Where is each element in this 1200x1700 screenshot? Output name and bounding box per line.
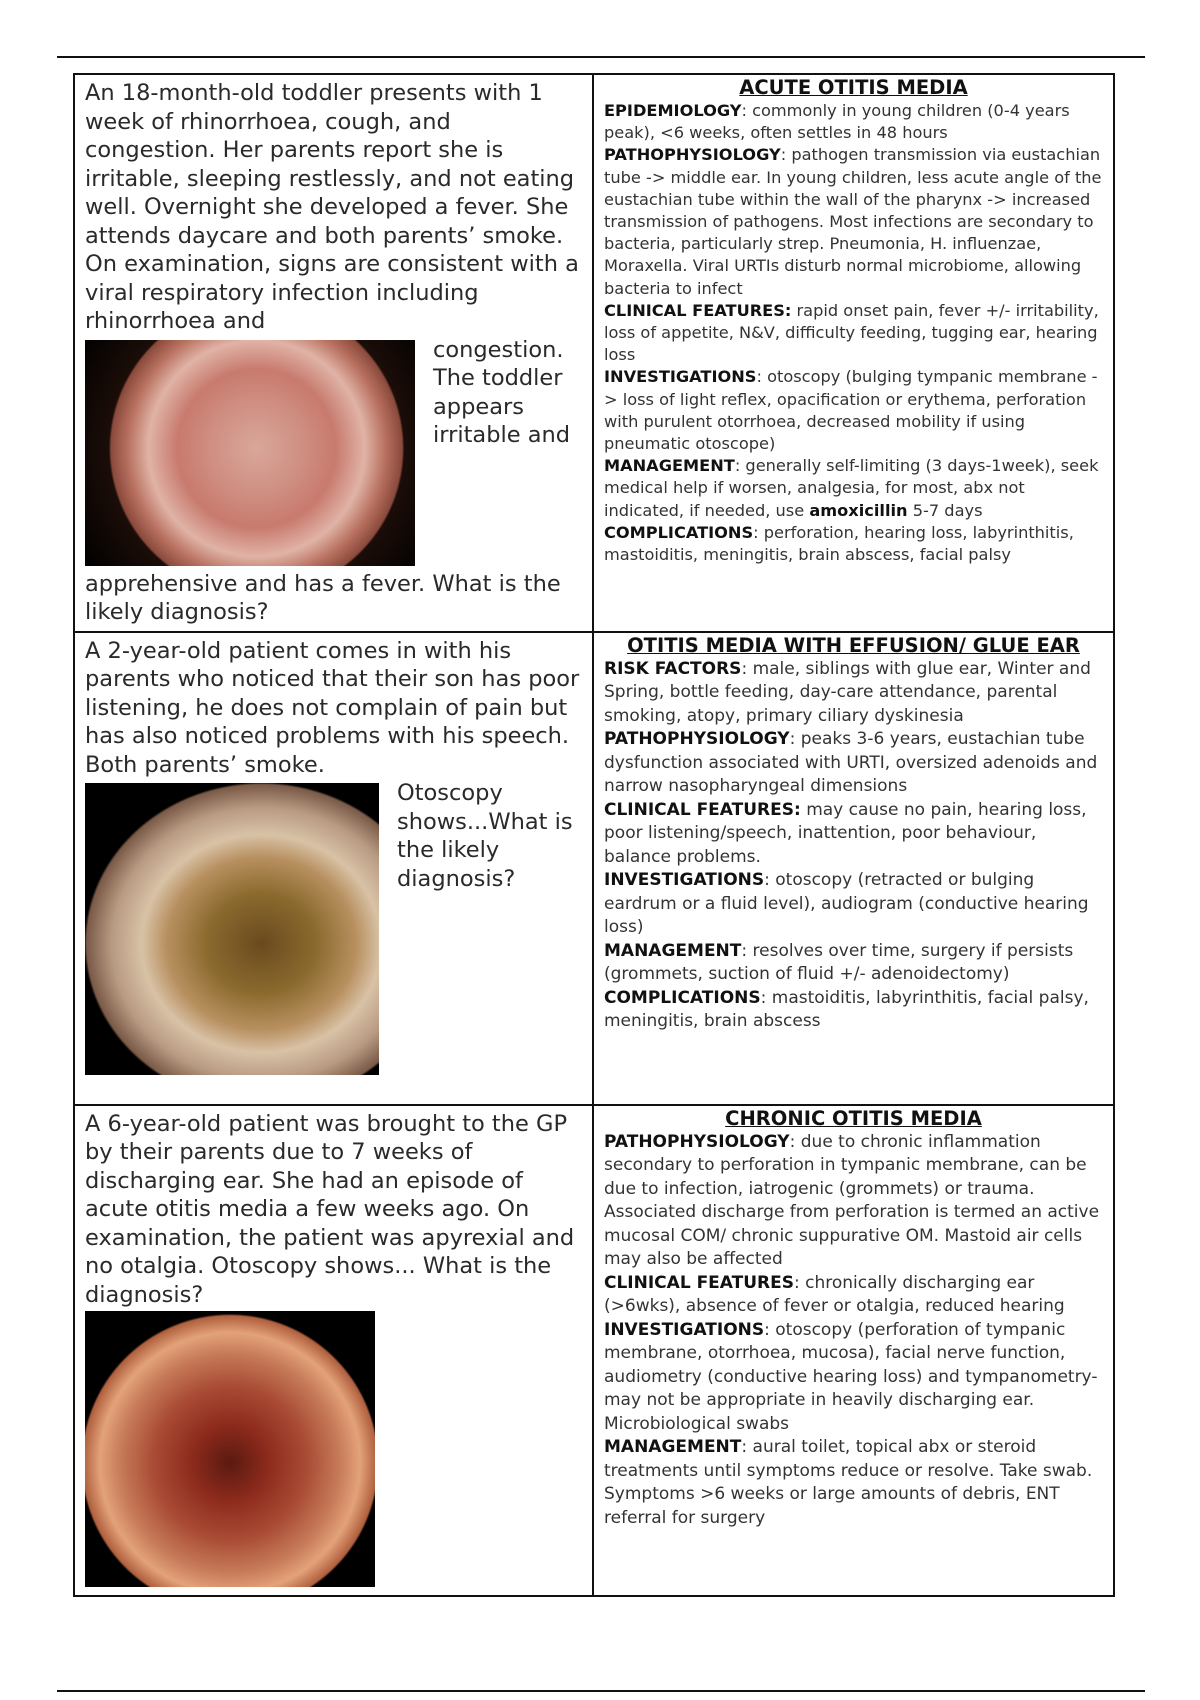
answer-cell [593, 632, 1114, 1105]
answer-section: RISK FACTORS: male, siblings with glue ear, Winter and Spring, bottle feeding, day-care attendance, parental smoking, atopy, primary ciliary dyskinesia [604, 658, 1091, 726]
otoscopy-image [85, 340, 415, 566]
section-text: generally self-limiting (3 days-1week), seek medical help if worsen, analgesia, for most, abx not indicated, if needed, use [604, 456, 1099, 520]
section-label: COMPLICATIONS [604, 987, 761, 1008]
question-text: An 18-month-old toddler presents with 1 week of rhinorrhoea, cough, and congestion. Her parents report she is irritable, sleeping restlessly, and not eating well. Overnight she developed a fever. She attends daycare and both parents’ smoke. On examination, signs are consistent with a viral respiratory infection including rhinorrhoea and [85, 80, 579, 334]
answer-section: CLINICAL FEATURES: chronically discharging ear (>6wks), absence of fever or otalgia, reduced hearing [604, 1272, 1065, 1316]
answer-section: MANAGEMENT: aural toilet, topical abx or steroid treatments until symptoms reduce or resolve. Take swab. Symptoms >6 weeks or large amounts of debris, ENT referral for surgery [604, 1437, 1093, 1528]
section-text: mastoiditis, labyrinthitis, facial palsy, meningitis, brain abscess [604, 987, 1089, 1031]
answer-section: MANAGEMENT: resolves over time, surgery if persists (grommets, suction of fluid +/- adenoidectomy) [604, 940, 1074, 984]
section-text: otoscopy (retracted or bulging eardrum or a fluid level), audiogram (conductive hearing loss) [604, 870, 1089, 937]
section-text-after: 5-7 days [907, 500, 983, 520]
answer-section [604, 300, 1103, 367]
question-text: A 6-year-old patient was brought to the GP by their parents due to 7 weeks of discharging ear. She had an episode of acute otitis media a few weeks ago. On examination, the patient was apyrexial and no otalgia. Otoscopy shows... What is the diagnosis? [85, 1110, 575, 1308]
answer-section: INVESTIGATIONS: otoscopy (retracted or bulging eardrum or a fluid level), audiogram (conductive hearing loss) [604, 870, 1089, 937]
answer-section: PATHOPHYSIOLOGY: peaks 3-6 years, eustachian tube dysfunction associated with URTI, oversized adenoids and narrow nasopharyngeal dimensions [604, 729, 1098, 796]
answer-section: COMPLICATIONS: perforation, hearing loss, labyrinthitis, mastoiditis, meningitis, brain abscess, facial palsy [604, 522, 1074, 565]
section-label: CLINICAL FEATURES: [604, 799, 801, 820]
otoscopy-image [85, 783, 379, 1075]
answer-title: ACUTE OTITIS MEDIA [739, 76, 968, 99]
answer-section: INVESTIGATIONS: otoscopy (bulging tympanic membrane -> loss of light reflex, opacification or erythema, perforation with purulent otorrhoea, decreased mobility if using pneumatic otoscope) [604, 367, 1098, 454]
section-label: INVESTIGATIONS [604, 367, 757, 387]
answer-section: INVESTIGATIONS: otoscopy (perforation of tympanic membrane, otorrhoea, mucosa), facial nerve function, audiometry (conductive hearing loss) and tympanometry- may not be appropriate in heavily discharging ear. Microbiological swabs [604, 1319, 1098, 1434]
section-text: pathogen transmission via eustachian tube -> middle ear. In young children, less acute angle of the eustachian tube within the wall of the pharynx -> increased transmission of pathogens. Most infections are secondary to bacteria, particularly strep. Pneumonia, H. influenzae, Moraxella. Viral URTIs disturb normal microbiome, allowing bacteria to infect [604, 145, 1102, 298]
section-text: due to chronic inflammation secondary to perforation in tympanic membrane, can be due to infection, iatrogenic (grommets) or trauma. Associated discharge from perforation is termed an active mucosal COM/ chronic suppurative OM. Mastoid air cells may also be affected [604, 1131, 1100, 1269]
section-text: chronically discharging ear (>6wks), absence of fever or otalgia, reduced hearing [604, 1272, 1065, 1316]
question-cell [74, 1105, 593, 1597]
question-text: A 2-year-old patient comes in with his parents who noticed that their son has poor listening, he does not complain of pain but has also noticed problems with his speech. Both parents’ smoke. [85, 637, 580, 778]
answer-section: PATHOPHYSIOLOGY: due to chronic inflammation secondary to perforation in tympanic membrane, can be due to infection, iatrogenic (grommets) or trauma. Associated discharge from perforation is termed an active mucosal COM/ chronic suppurative OM. Mastoid air cells may also be affected [604, 1131, 1100, 1269]
section-text: resolves over time, surgery if persists (grommets, suction of fluid +/- adenoidectomy) [604, 940, 1074, 984]
section-label: INVESTIGATIONS [604, 1319, 765, 1340]
case-row [74, 74, 1114, 632]
case-row [74, 632, 1114, 1105]
section-label: MANAGEMENT [604, 1437, 742, 1457]
question-cell [74, 74, 593, 632]
question-cell [74, 632, 593, 1105]
case-table [73, 73, 1115, 1597]
section-text: male, siblings with glue ear, Winter and Spring, bottle feeding, day-care attendance, parental smoking, atopy, primary ciliary dyskinesia [604, 658, 1091, 726]
section-label: PATHOPHYSIOLOGY [604, 729, 790, 749]
question-text-continued: Otoscopy shows...What is the likely diagnosis? [397, 780, 573, 892]
section-label: RISK FACTORS [604, 658, 742, 679]
otoscopy-image [85, 1311, 375, 1587]
section-text: commonly in young children (0-4 years peak), <6 weeks, often settles in 48 hours [604, 101, 1070, 143]
answer-cell [593, 74, 1114, 632]
answer-section: MANAGEMENT: generally self-limiting (3 days-1week), seek medical help if worsen, analgesia, for most, abx not indicated, if needed, use amoxicillin 5-7 days [604, 456, 1099, 520]
answer-section: EPIDEMIOLOGY: commonly in young children (0-4 years peak), <6 weeks, often settles in 48 hours [604, 101, 1070, 143]
answer-section [604, 799, 1103, 870]
bottom-rule [57, 1690, 1145, 1692]
section-label: PATHOPHYSIOLOGY [604, 145, 781, 165]
section-text: may cause no pain, hearing loss, poor listening/speech, inattention, poor behaviour, balance problems. [604, 799, 1087, 867]
section-label: PATHOPHYSIOLOGY [604, 1131, 790, 1152]
section-label: MANAGEMENT [604, 940, 742, 961]
section-text: aural toilet, topical abx or steroid treatments until symptoms reduce or resolve. Take swab. Symptoms >6 weeks or large amounts of debris, ENT referral for surgery [604, 1437, 1093, 1528]
top-rule [57, 56, 1145, 58]
section-label: CLINICAL FEATURES: [604, 300, 792, 320]
section-label: CLINICAL FEATURES [604, 1272, 794, 1293]
case-row [74, 1105, 1114, 1597]
answer-section: COMPLICATIONS: mastoiditis, labyrinthitis, facial palsy, meningitis, brain abscess [604, 987, 1089, 1031]
section-label: COMPLICATIONS [604, 522, 754, 542]
drug-name: amoxicillin [809, 500, 908, 520]
answer-cell [593, 1105, 1114, 1597]
section-text: otoscopy (bulging tympanic membrane -> loss of light reflex, opacification or erythema, perforation with purulent otorrhoea, decreased mobility if using pneumatic otoscope) [604, 367, 1098, 454]
section-label: MANAGEMENT [604, 456, 735, 476]
section-text: perforation, hearing loss, labyrinthitis, mastoiditis, meningitis, brain abscess, facial palsy [604, 522, 1074, 565]
question-text-continued: congestion. The toddler appears irritable and apprehensive and has a fever. What is the likely diagnosis? [85, 336, 571, 625]
section-label: INVESTIGATIONS [604, 870, 765, 890]
answer-title: OTITIS MEDIA WITH EFFUSION/ GLUE EAR [627, 633, 1080, 657]
answer-title: CHRONIC OTITIS MEDIA [725, 1106, 982, 1130]
section-text: rapid onset pain, fever +/- irritability, loss of appetite, N&V, difficulty feeding, tugging ear, hearing loss [604, 300, 1099, 365]
answer-section: PATHOPHYSIOLOGY: pathogen transmission via eustachian tube -> middle ear. In young children, less acute angle of the eustachian tube within the wall of the pharynx -> increased transmission of pathogens. Most infections are secondary to bacteria, particularly strep. Pneumonia, H. influenzae, Moraxella. Viral URTIs disturb normal microbiome, allowing bacteria to infect [604, 145, 1102, 298]
section-label: EPIDEMIOLOGY [604, 101, 742, 120]
section-text: peaks 3-6 years, eustachian tube dysfunction associated with URTI, oversized adenoids and narrow nasopharyngeal dimensions [604, 729, 1098, 796]
section-text: otoscopy (perforation of tympanic membrane, otorrhoea, mucosa), facial nerve function, audiometry (conductive hearing loss) and tympanometry- may not be appropriate in heavily discharging ear. Microbiological swabs [604, 1319, 1098, 1434]
